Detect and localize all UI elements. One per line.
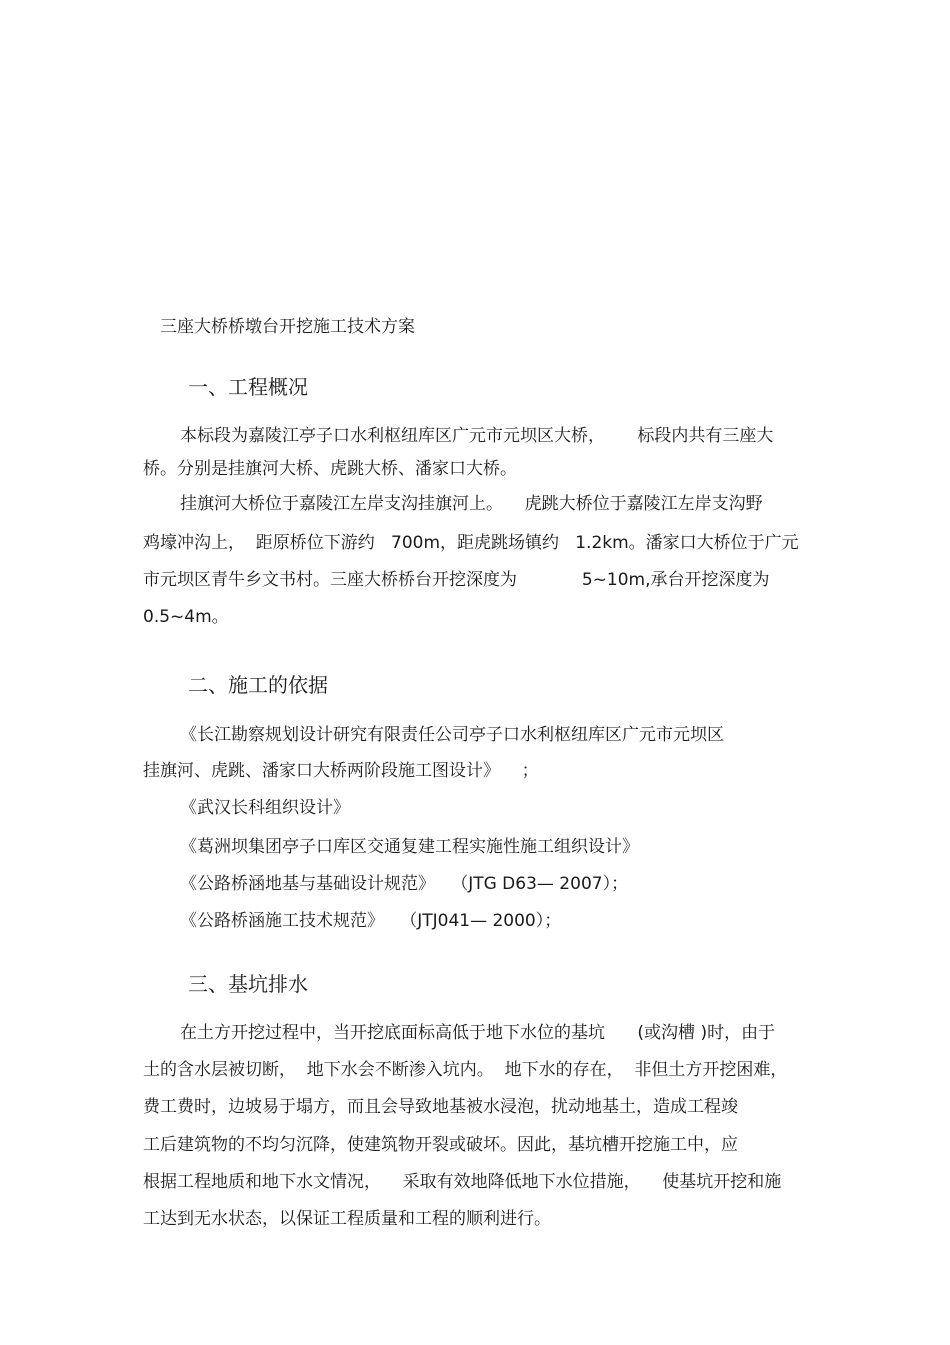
paragraph-line: 桥。分别是挂旗河大桥、虎跳大桥、潘家口大桥。 bbox=[143, 459, 517, 479]
paragraph-line: 本标段为嘉陵江亭子口水利枢纽库区广元市元坝区大桥， 标段内共有三座大 bbox=[180, 426, 774, 446]
paragraph-line: 0.5~4m。 bbox=[143, 607, 229, 627]
paragraph-line: 工后建筑物的不均匀沉降，使建筑物开裂或破坏。因此，基坑槽开挖施工中，应 bbox=[143, 1135, 738, 1155]
paragraph-line: 市元坝区青牛乡文书村。三座大桥桥台开挖深度为 5~10m,承台开挖深度为 bbox=[143, 570, 770, 590]
document-title: 三座大桥桥墩台开挖施工技术方案 bbox=[160, 317, 415, 337]
reference-item: 《长江勘察规划设计研究有限责任公司亭子口水利枢纽库区广元市元坝区 bbox=[180, 725, 724, 745]
section-heading-drainage: 三、基坑排水 bbox=[188, 972, 308, 996]
paragraph-line: 鸡壕冲沟上， 距原桥位下游约 700m，距虎跳场镇约 1.2km。潘家口大桥位于广元 bbox=[143, 533, 799, 553]
paragraph-line: 费工费时，边坡易于塌方，而且会导致地基被水浸泡，扰动地基土，造成工程竣 bbox=[143, 1097, 738, 1117]
reference-item: 挂旗河、虎跳、潘家口大桥两阶段施工图设计》 ； bbox=[143, 761, 539, 781]
paragraph-line: 在土方开挖过程中，当开挖底面标高低于地下水位的基坑 (或沟槽 )时，由于 bbox=[180, 1023, 776, 1043]
paragraph-line: 挂旗河大桥位于嘉陵江左岸支沟挂旗河上。 虎跳大桥位于嘉陵江左岸支沟野 bbox=[180, 494, 763, 514]
reference-item: 《公路桥涵施工技术规范》 （JTJ041— 2000）； bbox=[180, 911, 562, 931]
paragraph-line: 土的含水层被切断， 地下水会不断渗入坑内。 地下水的存在， 非但土方开挖困难， bbox=[143, 1060, 788, 1080]
reference-item: 《公路桥涵地基与基础设计规范》 （JTG D63— 2007）； bbox=[180, 874, 629, 894]
paragraph-line: 工达到无水状态，以保证工程质量和工程的顺利进行。 bbox=[143, 1209, 551, 1229]
section-heading-overview: 一、工程概况 bbox=[188, 375, 308, 399]
section-heading-basis: 二、施工的依据 bbox=[188, 673, 328, 697]
reference-item: 《武汉长科组织设计》 bbox=[180, 798, 350, 818]
reference-item: 《葛洲坝集团亭子口库区交通复建工程实施性施工组织设计》 bbox=[180, 837, 639, 857]
paragraph-line: 根据工程地质和地下水文情况， 采取有效地降低地下水位措施， 使基坑开挖和施 bbox=[143, 1172, 782, 1192]
